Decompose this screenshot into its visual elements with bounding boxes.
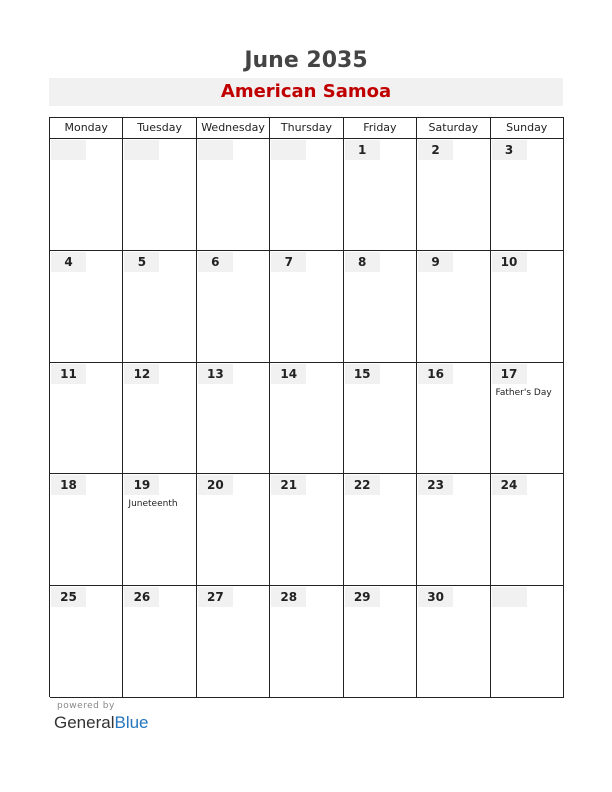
day-number: 21 (271, 475, 306, 495)
calendar-grid (49, 117, 564, 697)
day-cell (270, 363, 343, 475)
page-title: June 2035 (244, 48, 368, 73)
weekday-header: Thursday (270, 118, 343, 139)
day-cell (344, 139, 417, 251)
day-number: 26 (124, 587, 159, 607)
day-number: 12 (124, 364, 159, 384)
day-cell (491, 586, 564, 698)
day-number: 25 (51, 587, 86, 607)
calendar-weeks (50, 139, 564, 698)
day-number: 14 (271, 364, 306, 384)
day-cell (491, 139, 564, 251)
day-number: 2 (418, 140, 453, 160)
weekday-header-row (50, 118, 564, 139)
calendar-week (50, 363, 564, 475)
day-number: 10 (492, 252, 527, 272)
day-cell (123, 251, 196, 363)
weekday-header: Friday (344, 118, 417, 139)
day-number: 3 (492, 140, 527, 160)
day-cell (50, 586, 123, 698)
day-cell (344, 251, 417, 363)
brand-logo[interactable] (54, 713, 149, 733)
day-number: 23 (418, 475, 453, 495)
day-cell (344, 474, 417, 586)
day-cell (197, 363, 270, 475)
day-number: 5 (124, 252, 159, 272)
day-number (124, 140, 159, 160)
weekday-header: Wednesday (197, 118, 270, 139)
day-cell (270, 251, 343, 363)
day-cell (417, 586, 490, 698)
day-cell (270, 586, 343, 698)
day-number: 7 (271, 252, 306, 272)
day-cell (197, 251, 270, 363)
day-cell (123, 474, 196, 586)
day-number: 28 (271, 587, 306, 607)
day-number: 13 (198, 364, 233, 384)
day-cell (197, 474, 270, 586)
day-number (51, 140, 86, 160)
day-cell (417, 474, 490, 586)
day-number: 6 (198, 252, 233, 272)
day-cell (417, 139, 490, 251)
day-cell (123, 139, 196, 251)
day-number: 11 (51, 364, 86, 384)
day-number: 1 (345, 140, 380, 160)
day-cell (50, 474, 123, 586)
day-cell (417, 251, 490, 363)
day-cell (491, 363, 564, 475)
brand-general: General (54, 713, 115, 732)
powered-by-text: powered by (57, 701, 115, 711)
day-cell (50, 251, 123, 363)
day-number: 27 (198, 587, 233, 607)
calendar-week (50, 139, 564, 251)
weekday-header: Saturday (417, 118, 490, 139)
day-number: 20 (198, 475, 233, 495)
day-cell (123, 586, 196, 698)
calendar-week (50, 474, 564, 586)
day-number: 24 (492, 475, 527, 495)
day-number: 29 (345, 587, 380, 607)
day-cell (197, 139, 270, 251)
day-number: 22 (345, 475, 380, 495)
day-number: 15 (345, 364, 380, 384)
weekday-header: Tuesday (123, 118, 196, 139)
region-title: American Samoa (49, 78, 563, 106)
day-number (198, 140, 233, 160)
day-number: 4 (51, 252, 86, 272)
day-cell (270, 139, 343, 251)
holiday-label: Juneteenth (128, 499, 178, 510)
day-number (271, 140, 306, 160)
day-number: 16 (418, 364, 453, 384)
day-cell (491, 251, 564, 363)
calendar-week (50, 251, 564, 363)
day-number: 19 (124, 475, 159, 495)
day-cell (417, 363, 490, 475)
holiday-label: Father's Day (495, 387, 552, 398)
brand-blue: Blue (114, 713, 149, 732)
day-cell (344, 586, 417, 698)
day-number: 8 (345, 252, 380, 272)
weekday-header: Monday (50, 118, 123, 139)
calendar-week (50, 586, 564, 698)
day-cell (197, 586, 270, 698)
day-cell (50, 363, 123, 475)
day-number: 9 (418, 252, 453, 272)
day-number: 18 (51, 475, 86, 495)
day-cell (270, 474, 343, 586)
weekday-header: Sunday (491, 118, 564, 139)
day-cell (50, 139, 123, 251)
day-cell (491, 474, 564, 586)
day-number: 17 (492, 364, 527, 384)
day-number (492, 587, 527, 607)
day-cell (123, 363, 196, 475)
day-number: 30 (418, 587, 453, 607)
day-cell (344, 363, 417, 475)
